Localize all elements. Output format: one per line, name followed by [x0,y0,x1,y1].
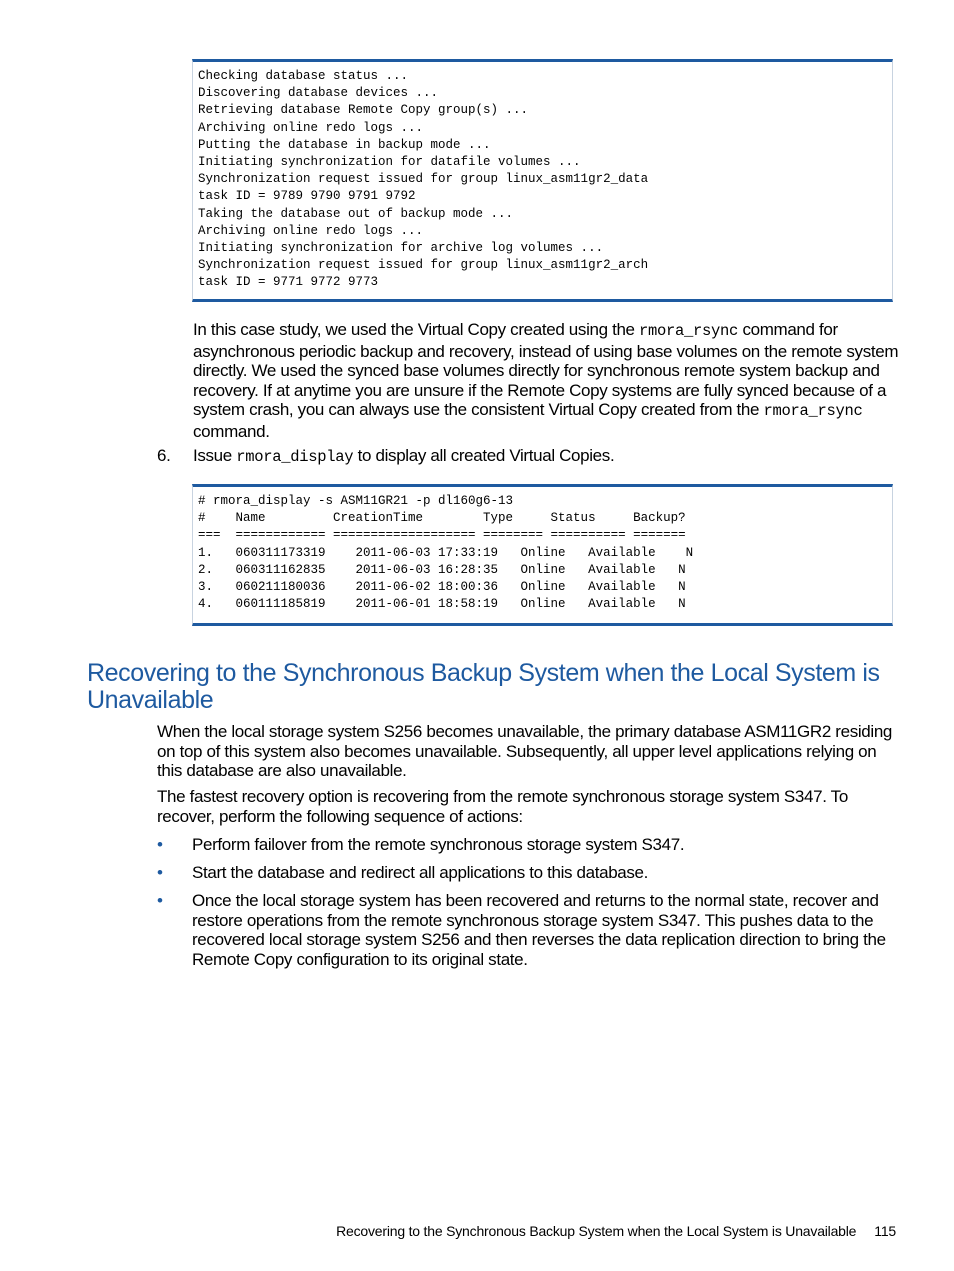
code-line: Discovering database devices ... [198,86,439,101]
command-rmora-rsync: rmora_rsync [763,402,863,420]
case-study-paragraph: In this case study, we used the Virtual Copy created using the rmora_rsync command for asynchronous periodic backup and recovery, instead of using base volumes on the remote system directly. We used the synced base volumes directly for synchronous remote system backup and recovery. If at anytime you are unsure if the Remote Copy systems are fully synced because of a system crash, you can always use the consistent Virtual Copy created from the rmora_rsync command. [193,320,899,441]
code-line: Initiating synchronization for datafile volumes ... [198,155,581,170]
code-line: Initiating synchronization for archive log volumes ... [198,241,604,256]
bullet-icon: • [157,863,163,882]
code-line: 1. 060311173319 2011-06-03 17:33:19 Online Available N [198,545,694,560]
code-line: task ID = 9771 9772 9773 [198,275,379,290]
code-line: 4. 060111185819 2011-06-01 18:58:19 Online Available N [198,597,686,612]
bullet-icon: • [157,891,163,910]
code-line: task ID = 9789 9790 9791 9792 [198,189,416,204]
code-line: # Name CreationTime Type Status Backup? [198,511,686,526]
footer-title: Recovering to the Synchronous Backup System when the Local System is Unavailable [336,1223,857,1239]
command-rmora-rsync: rmora_rsync [639,322,739,340]
section-heading: Recovering to the Synchronous Backup System when the Local System is Unavailable [87,659,880,714]
code-line: Archiving online redo logs ... [198,223,424,238]
code-line: 3. 060211180036 2011-06-02 18:00:36 Online Available N [198,580,686,595]
code-line: 2. 060311162835 2011-06-03 16:28:35 Online Available N [198,562,686,577]
bullet-icon: • [157,835,163,854]
code-line: # rmora_display -s ASM11GR21 -p dl160g6-13 [198,494,514,508]
code-block-display-output [192,484,893,626]
code-block-sync-output [192,59,893,302]
code-line: Synchronization request issued for group linux_asm11gr2_arch [198,258,649,273]
code-line: Taking the database out of backup mode ... [198,206,514,221]
code-line: Archiving online redo logs ... [198,120,424,135]
code-line: === ============ =================== ======== ========== ======= [198,528,686,543]
code-line: Synchronization request issued for group linux_asm11gr2_data [198,172,649,187]
page-footer [336,1223,896,1239]
section-paragraph-1: When the local storage system S256 becomes unavailable, the primary database ASM11GR2 residing on top of this system also becomes unavailable. Subsequently, all upper level applications relying on this database are also unavailable. [157,722,893,780]
code-line: Retrieving database Remote Copy group(s) ... [198,103,529,118]
section-paragraph-2: The fastest recovery option is recovering from the remote synchronous storage system S347. To recover, perform the following sequence of actions: [157,787,848,826]
step-number: 6. [157,446,171,465]
step-text: Issue rmora_display to display all created Virtual Copies. [193,446,615,466]
code-line: Checking database status ... [198,69,409,83]
command-rmora-display: rmora_display [236,448,354,466]
code-line: Putting the database in backup mode ... [198,137,491,152]
page-number: 115 [874,1223,896,1239]
